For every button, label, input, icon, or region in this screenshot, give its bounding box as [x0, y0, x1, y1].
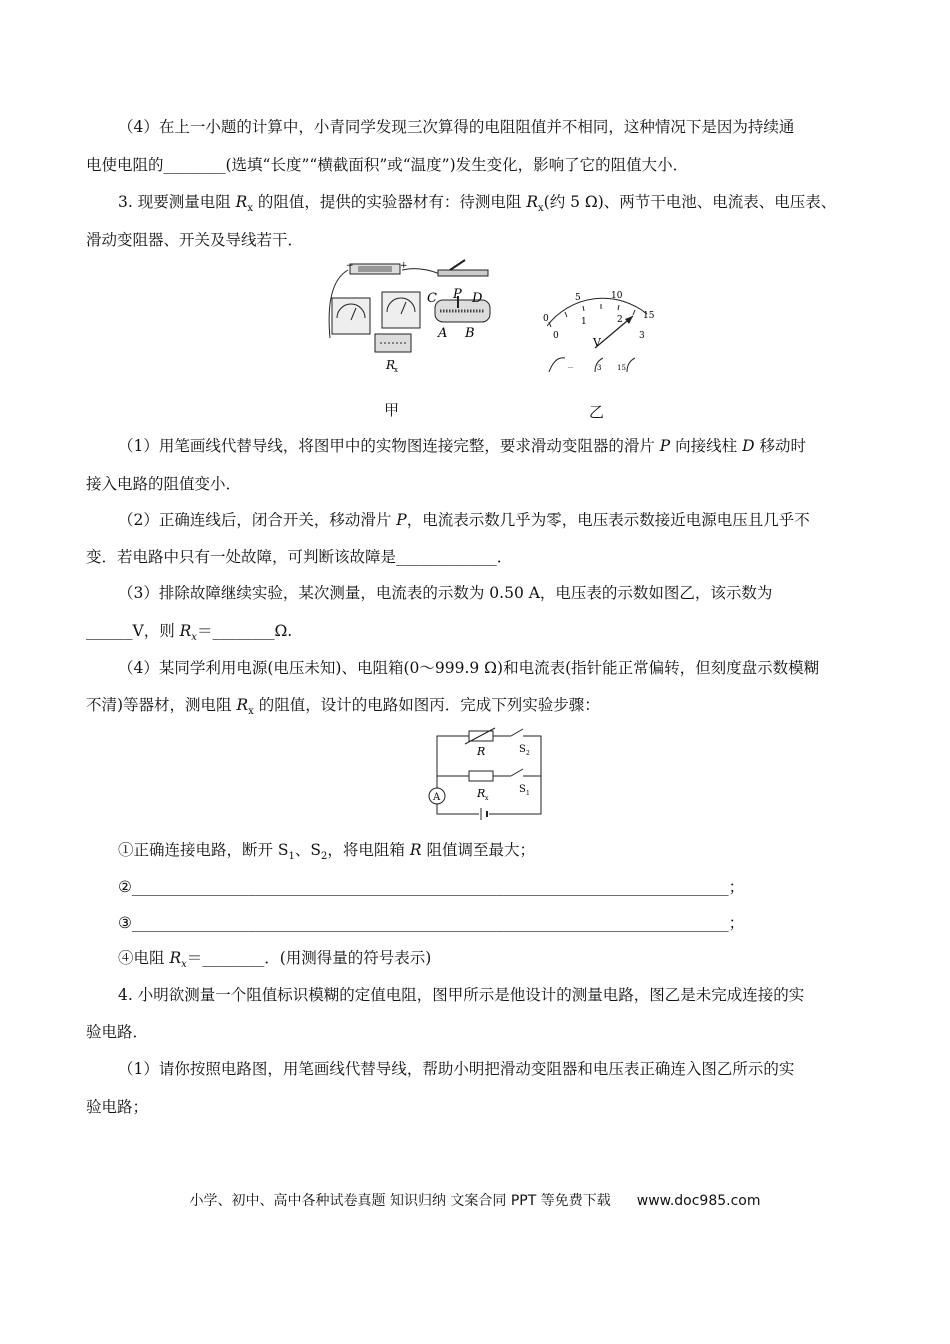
jia-label-A: A [438, 326, 448, 341]
circuit-S1-sub: 1 [526, 790, 530, 797]
meter-left-0: 0 [543, 314, 549, 324]
q3-step1: ①正确连接电路，断开 $S_1$、$S_2$，将电阻箱 R 阻值调至最大； [118, 841, 535, 863]
q4-p1-line2: 验电路； [86, 1098, 149, 1116]
footer-url[interactable]: www.doc985.com [636, 1193, 761, 1209]
figure-jia-apparatus [320, 258, 500, 378]
q4-p1-line1: （1）请你按照电路图，用笔画线代替导线，帮助小明把滑动变阻器和电压表正确连入图乙所示的实 [118, 1060, 795, 1078]
footer-text: 小学、初中、高中各种试卷真题 知识归纳 文案合同 PPT 等免费下载 [189, 1193, 611, 1209]
q3-p3-line1: （3）排除故障继续实验，某次测量，电流表的示数为 0.50 A，电压表的示数如图乙，该示数为 [118, 584, 773, 602]
q4-line1: 4. 小明欲测量一个阻值标识模糊的定值电阻，图甲所示是他设计的测量电路，图乙是未完成连接的实 [118, 986, 805, 1004]
meter-bot-3: 3 [639, 331, 645, 341]
circuit-S1-label: S [519, 784, 526, 795]
circuit-Rx-label: R [477, 787, 486, 800]
q3-p4-line2: 不清)等器材，测电阻 $R_x$ 的阻值，设计的电路如图丙．完成下列实验步骤： [86, 696, 600, 718]
q3-p1-line1: （1）用笔画线代替导线，将图甲中的实物图连接完整，要求滑动变阻器的滑片 P 向接线柱 D 移动时 [118, 437, 806, 455]
figure-yi-label: 乙 [589, 403, 605, 421]
meter-terminal-15: 15 [617, 364, 626, 372]
q3-stem-line1: 3. 现要测量电阻 $R_x$ 的阻值，提供的实验器材有：待测电阻 $R_x$(约 5 Ω)、两节干电池、电流表、电压表、 [118, 193, 837, 215]
q3-step2: ②_____________________________________________________________________________； [118, 878, 745, 896]
q3-p4-line1: （4）某同学利用电源(电压未知)、电阻箱(0～999.9 Ω)和电流表(指针能正常偏转，但刻度盘示数模糊 [118, 659, 820, 677]
q3-step4: ④电阻 $R_x=\_\_\_\_\_\_\_\_$．(用测得量的符号表示) [118, 949, 432, 971]
figure-yi-voltmeter [535, 286, 665, 382]
q3-p3-line2: ______V，则 $R_x=\_\_\_\_\_\_\_\_\Omega$. [86, 622, 293, 644]
meter-terminal-3: 3 [597, 364, 602, 372]
meter-top-15: 15 [643, 311, 655, 321]
svg-text:+: + [400, 261, 408, 271]
q3-step3: ③_____________________________________________________________________________； [118, 914, 745, 932]
q3-p2-line1: （2）正确连线后，闭合开关，移动滑片 P，电流表示数几乎为零，电压表示数接近电源电压且几乎不 [118, 511, 810, 529]
q2-4-line2: 电使电阻的________(选填“长度”“横截面积”或“温度”)发生变化，影响了它的阻值大小． [86, 156, 689, 174]
figure-jia-label: 甲 [384, 401, 400, 419]
meter-top-10: 10 [611, 291, 623, 301]
circuit-R-label: R [477, 745, 486, 758]
meter-unit: V [593, 336, 601, 349]
meter-bot-2: 2 [617, 315, 623, 325]
jia-label-C: C [427, 291, 437, 306]
svg-text:−: − [346, 261, 354, 271]
meter-bot-0: 0 [553, 331, 559, 341]
circuit-Rx-sub: x [485, 795, 489, 802]
q3-p2-line2: 变．若电路中只有一处故障，可判断该故障是_____________． [86, 548, 513, 566]
jia-label-Rx: R [386, 358, 396, 372]
jia-label-P: P [453, 287, 462, 302]
jia-label-Rx-sub: x [394, 366, 398, 374]
page-footer [0, 1190, 950, 1210]
q3-stem-line2: 滑动变阻器、开关及导线若干． [86, 231, 304, 249]
figure-bing-circuit [425, 726, 555, 826]
q3-p1-line2: 接入电路的阻值变小． [86, 475, 242, 493]
meter-bot-1: 1 [581, 317, 587, 327]
jia-label-B: B [465, 326, 475, 341]
meter-top-5: 5 [575, 293, 581, 303]
q4-line2: 验电路． [86, 1023, 149, 1041]
circuit-S2-sub: 2 [526, 750, 530, 757]
q2-4-line1: （4）在上一小题的计算中，小青同学发现三次算得的电阻阻值并不相同，这种情况下是因为持续通 [118, 118, 795, 136]
meter-terminal-minus: － [567, 364, 574, 372]
circuit-S2-label: S [519, 744, 526, 755]
jia-label-D: D [472, 291, 483, 306]
circuit-ammeter-label: A [433, 792, 441, 803]
